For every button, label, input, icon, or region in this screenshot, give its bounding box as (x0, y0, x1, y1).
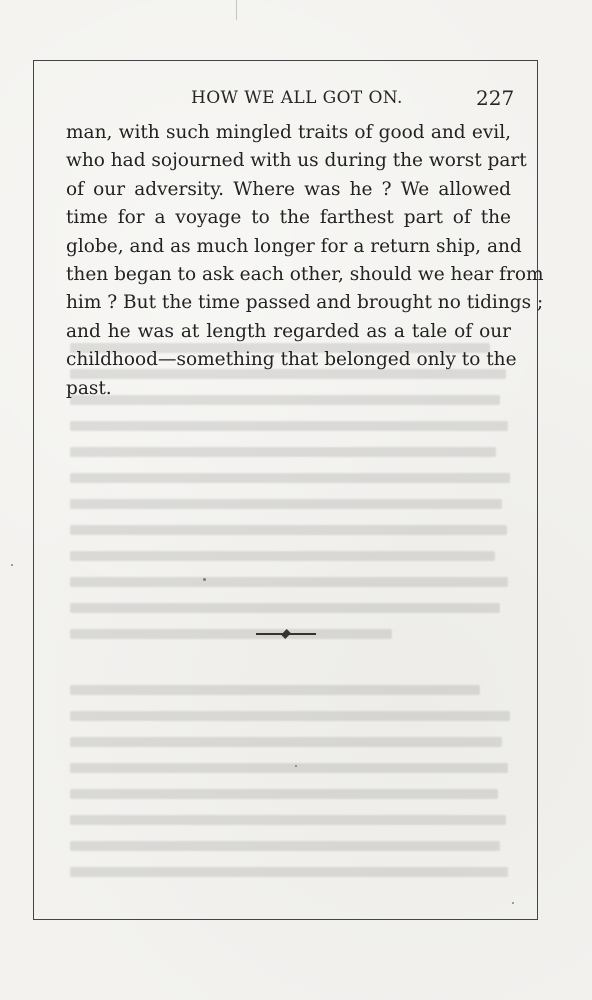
text-line: him ? But the time passed and brought no tidings ; (66, 292, 544, 314)
divider-diamond-icon (281, 629, 291, 639)
ink-speck (512, 902, 514, 904)
ink-speck (295, 765, 297, 767)
page-mark (236, 0, 237, 20)
section-divider (256, 630, 316, 638)
text-line: childhood—something that belonged only to the (66, 349, 517, 371)
text-line: and he was at length regarded as a tale of our (66, 320, 511, 342)
body-text (66, 119, 544, 403)
text-line: time for a voyage to the farthest part of the (66, 207, 511, 229)
text-line: man, with such mingled traits of good and evil, (66, 122, 511, 143)
text-line: past. (66, 377, 112, 399)
page-number: 227 (476, 86, 515, 110)
ink-speck (203, 578, 206, 581)
running-head: HOW WE ALL GOT ON. (191, 88, 403, 108)
text-line: globe, and as much longer for a return ship, and (66, 235, 522, 257)
ink-speck (11, 564, 13, 566)
text-line: who had sojourned with us during the worst part (66, 150, 527, 172)
text-line: then began to ask each other, should we hear from (66, 264, 544, 286)
text-line: of our adversity. Where was he ? We allowed (66, 178, 511, 200)
